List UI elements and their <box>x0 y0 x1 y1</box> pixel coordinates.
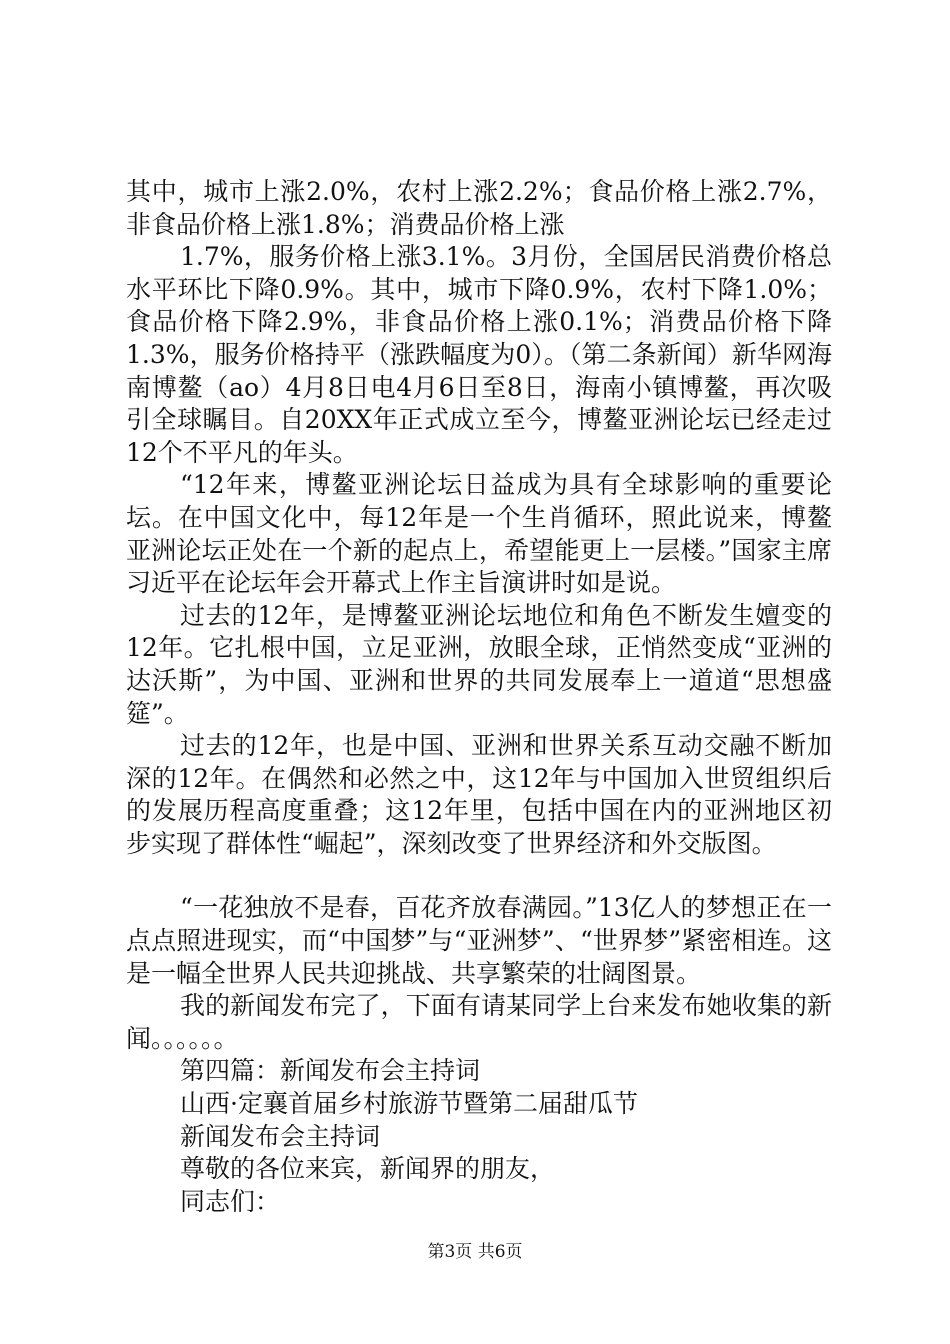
page-number-footer: 第3页 共6页 <box>427 1242 523 1262</box>
paragraph-past-12-years-forum: 过去的12年，是博鳌亚洲论坛地位和角色不断发生嬗变的12年。它扎根中国，立足亚洲，放眼全球，正悄然变成“亚洲的达沃斯”，为中国、亚洲和世界的共同发展奉上一道道“思想盛筵”。 <box>126 600 832 728</box>
paragraph-quote-xi: “12年来，博鳌亚洲论坛日益成为具有全球影响的重要论坛。在中国文化中，每12年是一个生肖循环，照此说来，博鳌亚洲论坛正处在一个新的起点上，希望能更上一层楼。”国家主席习近平在论坛年会开幕式上作主旨演讲时如是说。 <box>126 470 832 598</box>
paragraph-past-12-years-asia: 过去的12年，也是中国、亚洲和世界关系互动交融不断加深的12年。在偶然和必然之中，这12年与中国加入世贸组织后的发展历程高度重叠；这12年里，包括中国在内的亚洲地区初步实现了群体性“崛起”，深刻改变了世界经济和外交版图。 <box>126 731 832 858</box>
greeting-line: 尊敬的各位来宾，新闻界的朋友， <box>180 1154 556 1184</box>
paragraph-flowers-quote: “一花独放不是春，百花齐放春满园。”13亿人的梦想正在一点点照进现实，而“中国梦”与“亚洲梦”、“世界梦”紧密相连。这是一幅全世界人民共迎挑战、共享繁荣的壮阔图景。 <box>126 893 832 988</box>
section-heading-part-four: 第四篇：新闻发布会主持词 <box>180 1056 481 1086</box>
document-body <box>126 176 832 1218</box>
paragraph-cpi-march: 1.7%，服务价格上涨3.1%。3月份，全国居民消费价格总水平环比下降0.9%。其中，城市下降0.9%，农村下降1.0%；食品价格下降2.9%，非食品价格上涨0.1%；消费品价格下降1.3%，服务价格持平（涨跌幅度为0）。（第二条新闻）新华网海南博鳌（ao）4月8日电4月6日至8日，海南小镇博鳌，再次吸引全球瞩目。自20XX年正式成立至今，博鳌亚洲论坛已经走过12个不平凡的年头。 <box>126 242 832 467</box>
event-title: 山西·定襄首届乡村旅游节暨第二届甜瓜节 <box>180 1089 638 1119</box>
greeting-comrades: 同志们： <box>180 1186 281 1216</box>
paragraph-cpi-continued: 其中，城市上涨2.0%，农村上涨2.2%；食品价格上涨2.7%，非食品价格上涨1.8%；消费品价格上涨 <box>126 177 832 239</box>
paragraph-news-finished: 我的新闻发布完了，下面有请某同学上台来发布她收集的新闻。。。。。。 <box>126 991 832 1053</box>
event-subtitle: 新闻发布会主持词 <box>180 1121 381 1151</box>
